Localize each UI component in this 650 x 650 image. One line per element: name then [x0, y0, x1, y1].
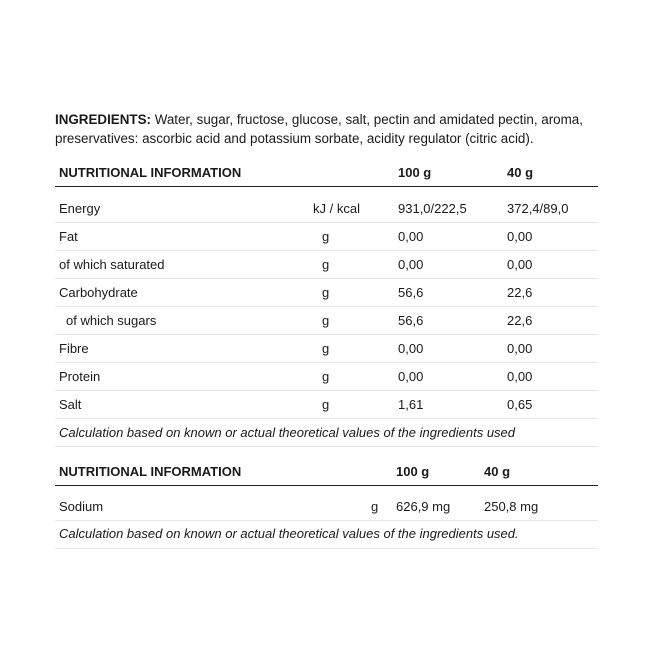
nutrient-unit: g — [322, 229, 330, 244]
nutrient-name: Salt — [59, 397, 82, 412]
value-40g: 0,00 — [507, 229, 533, 244]
value-100g: 626,9 mg — [396, 499, 451, 514]
table2-note: Calculation based on known or actual theoretical values of the ingredients used. — [59, 526, 519, 541]
nutrient-unit: g — [322, 369, 330, 384]
nutrient-name: Sodium — [59, 499, 104, 514]
value-40g: 0,00 — [507, 341, 533, 356]
value-100g: 1,61 — [398, 397, 424, 412]
nutrient-unit: kJ / kcal — [313, 201, 360, 216]
table1-note: Calculation based on known or actual theoretical values of the ingredients used — [59, 425, 516, 440]
table-row — [55, 362, 598, 391]
table-row — [55, 194, 598, 223]
table-row — [55, 334, 598, 363]
value-40g: 372,4/89,0 — [507, 201, 569, 216]
nutrient-unit: g — [371, 499, 379, 514]
table-row — [55, 250, 598, 279]
table2-note-row — [55, 520, 598, 549]
table-row — [55, 222, 598, 251]
value-40g: 0,65 — [507, 397, 533, 412]
value-40g: 250,8 mg — [484, 499, 539, 514]
table1-header — [55, 158, 598, 187]
nutrient-unit: g — [322, 285, 330, 300]
table-row — [55, 390, 598, 419]
table-row — [55, 278, 598, 307]
table-row — [55, 492, 598, 521]
value-100g: 56,6 — [398, 285, 424, 300]
value-40g: 0,00 — [507, 369, 533, 384]
nutrient-name: of which saturated — [59, 257, 165, 272]
value-100g: 931,0/222,5 — [398, 201, 467, 216]
nutrient-name: of which sugars — [66, 313, 157, 328]
value-100g: 0,00 — [398, 257, 424, 272]
nutrient-unit: g — [322, 257, 330, 272]
header-col-40g: 40 g — [507, 165, 534, 180]
nutrient-unit: g — [322, 397, 330, 412]
header-col-100g: 100 g — [398, 165, 432, 180]
nutrient-name: Carbohydrate — [59, 285, 138, 300]
ingredients-text: Water, sugar, fructose, glucose, salt, pectin and amidated pectin, aroma, preservatives: ascorbic acid and potassium sorbate, acidity regulator (citric acid). — [55, 112, 583, 146]
header-title: NUTRITIONAL INFORMATION — [59, 165, 242, 180]
ingredients-label: INGREDIENTS: — [55, 112, 151, 127]
nutrient-name: Fat — [59, 229, 78, 244]
header-title: NUTRITIONAL INFORMATION — [59, 464, 242, 479]
value-100g: 56,6 — [398, 313, 424, 328]
value-100g: 0,00 — [398, 369, 424, 384]
table-row — [55, 306, 598, 335]
ingredients — [55, 110, 615, 148]
header-col-100g: 100 g — [396, 464, 430, 479]
table1-note-row — [55, 418, 598, 447]
nutrient-name: Energy — [59, 201, 101, 216]
header-col-40g: 40 g — [484, 464, 511, 479]
value-100g: 0,00 — [398, 229, 424, 244]
value-40g: 22,6 — [507, 313, 533, 328]
nutrient-name: Fibre — [59, 341, 89, 356]
value-40g: 0,00 — [507, 257, 533, 272]
nutrient-name: Protein — [59, 369, 101, 384]
value-100g: 0,00 — [398, 341, 424, 356]
value-40g: 22,6 — [507, 285, 533, 300]
nutrient-unit: g — [322, 313, 330, 328]
table2-header — [55, 457, 598, 486]
nutrient-unit: g — [322, 341, 330, 356]
